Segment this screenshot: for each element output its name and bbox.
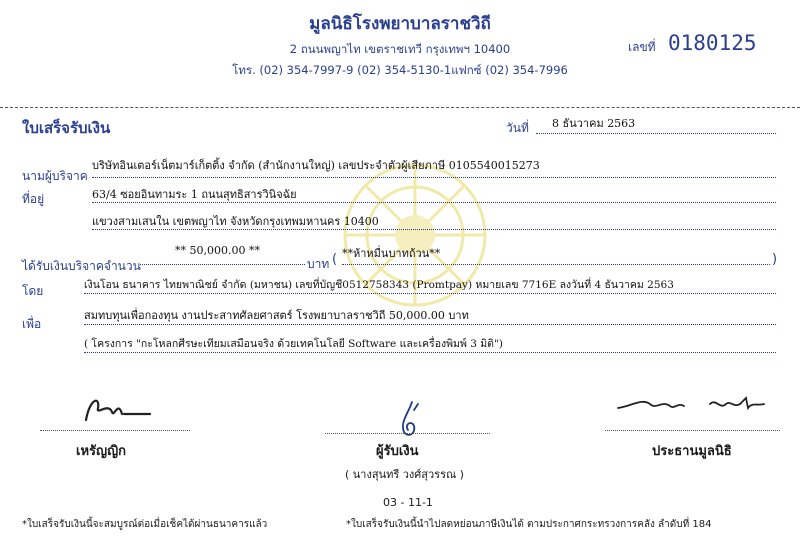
president-label: ประธานมูลนิธิ xyxy=(652,444,732,459)
treasurer-signature xyxy=(80,392,180,426)
foundation-emblem-watermark xyxy=(330,150,500,320)
purpose-value: สมทบทุนเพื่อกองทุน งานประสาทศัลยศาสตร์ โรงพยาบาลราชวิถี 50,000.00 บาท xyxy=(84,309,469,322)
amount-label: ได้รับเงินบริจาคจำนวน xyxy=(22,259,141,273)
amount-in-words: **ห้าหมื่นบาทถ้วน** xyxy=(342,247,441,260)
president-sig-line xyxy=(605,430,780,431)
receipt-number: 0180125 xyxy=(668,31,757,55)
project-line xyxy=(84,352,776,353)
receiver-sig-line xyxy=(325,433,490,434)
org-name: มูลนิธิโรงพยาบาลราชวิถี xyxy=(309,14,491,34)
payment-line xyxy=(84,293,776,294)
receiver-name: ( นางสุนทรี วงศ์สุวรรณ ) xyxy=(345,468,464,481)
president-signature xyxy=(612,392,782,416)
donor-line xyxy=(92,177,776,178)
paren-open: ( xyxy=(332,252,338,267)
by-label: โดย xyxy=(22,284,44,298)
purpose-line xyxy=(84,324,776,325)
date-value: 8 ธันวาคม 2563 xyxy=(552,117,636,130)
amount-value: ** 50,000.00 ** xyxy=(175,244,260,257)
receiver-label: ผู้รับเงิน xyxy=(376,444,419,459)
amount-line xyxy=(140,264,305,265)
address-line-2-rule xyxy=(92,229,776,230)
footer-note-left: *ใบเสร็จรับเงินนี้จะสมบูรณ์ต่อเมื่อเช็คได้ผ่านธนาคารแล้ว xyxy=(22,519,268,530)
project-value: ( โครงการ "กะโหลกศีรษะเทียมเสมือนจริง ด้วยเทคโนโลยี Software และเครื่องพิมพ์ 3 มิติ") xyxy=(84,338,503,350)
amount-words-line xyxy=(342,264,770,265)
purpose-label: เพื่อ xyxy=(22,317,42,331)
date-label: วันที่ xyxy=(506,121,529,135)
receipt-number-label: เลขที่ xyxy=(628,40,656,54)
address-line-1-rule xyxy=(92,202,776,203)
org-phones: โทร. (02) 354-7997-9 (02) 354-5130-1แฟกซ์ (02) 354-7996 xyxy=(232,63,568,77)
payment-method: เงินโอน ธนาคาร ไทยพาณิชย์ จำกัด (มหาชน) เลขที่บัญชี0512758343 (Promtpay) หมายเลข 7716E ลงวันที่ 4 ธันวาคม 2563 xyxy=(84,279,674,291)
donor-name: บริษัทอินเตอร์เน็ตมาร์เก็ตติ้ง จำกัด (สำนักงานใหญ่) เลขประจำตัวผู้เสียภาษี 0105540015273 xyxy=(92,159,540,172)
org-address: 2 ถนนพญาไท เขตราชเทวี กรุงเทพฯ 10400 xyxy=(289,42,511,56)
address-label: ที่อยู่ xyxy=(22,192,45,206)
receiver-signature xyxy=(394,400,424,440)
address-line-2: แขวงสามเสนใน เขตพญาไท จังหวัดกรุงเทพมหานคร 10400 xyxy=(92,215,379,228)
paren-close: ) xyxy=(772,252,778,267)
date-line xyxy=(536,133,776,134)
donor-label: นามผู้บริจาค xyxy=(22,169,88,183)
baht-label: บาท xyxy=(307,257,330,271)
treasurer-label: เหรัญญิก xyxy=(76,444,127,459)
treasurer-sig-line xyxy=(40,430,190,431)
form-code: 03 - 11-1 xyxy=(383,496,433,509)
footer-note-right: *ใบเสร็จรับเงินนี้นำไปลดหย่อนภาษีเงินได้ ตามประกาศกระทรวงการคลัง ลำดับที่ 184 xyxy=(346,519,712,530)
header-divider xyxy=(0,107,800,108)
address-line-1: 63/4 ซอยอินทามระ 1 ถนนสุทธิสารวินิจฉัย xyxy=(92,188,297,201)
receipt-title: ใบเสร็จรับเงิน xyxy=(22,119,111,137)
